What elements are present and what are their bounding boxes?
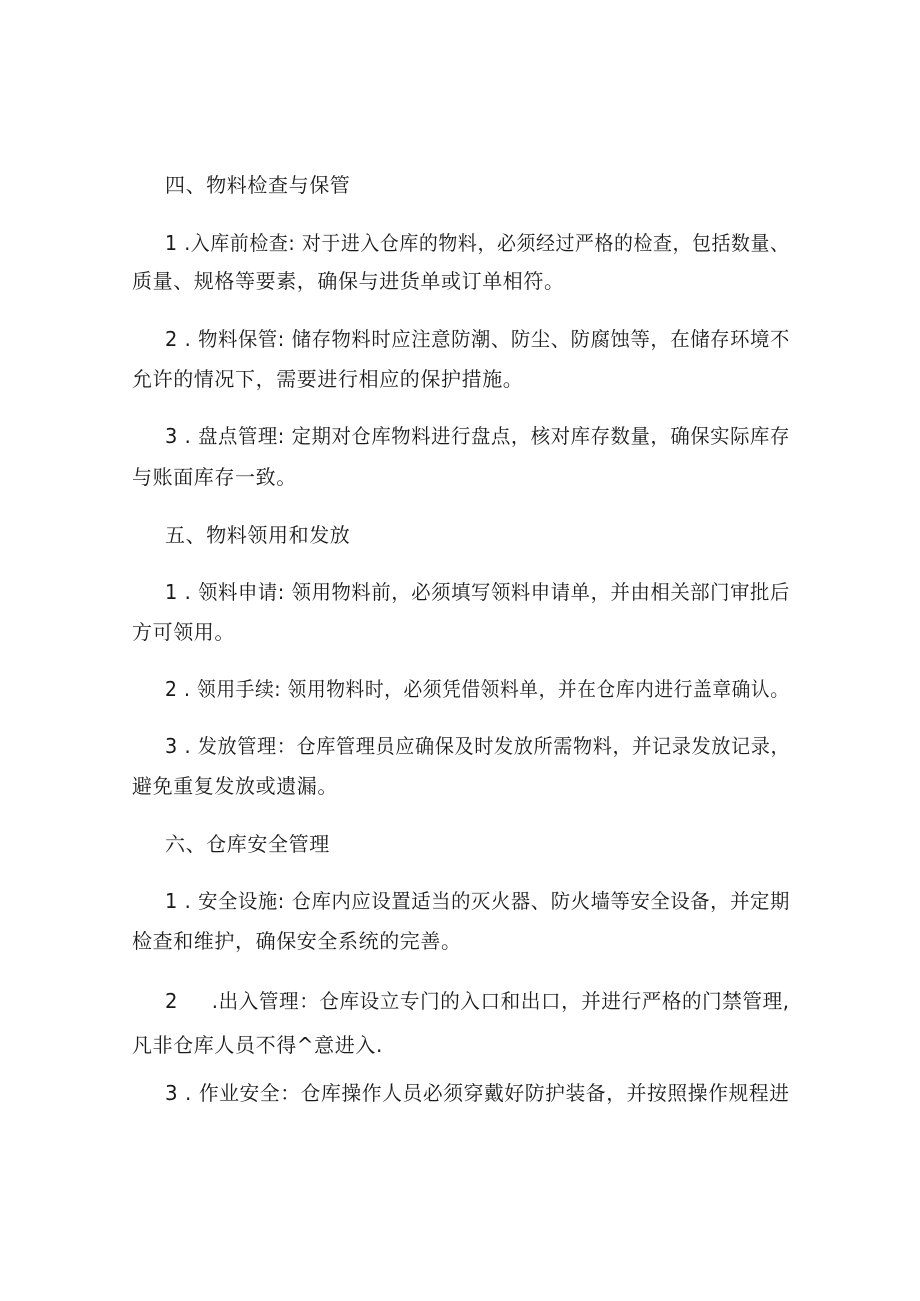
paragraph-line: 3 . 作业安全：仓库操作人员必须穿戴好防护装备，并按照操作规程进 <box>165 1081 790 1105</box>
paragraph-line: 质量、规格等要素，确保与进货单或订单相符。 <box>132 269 565 293</box>
section-heading: 六、仓库安全管理 <box>165 832 330 856</box>
paragraph-line: 凡非仓库人员不得^意进入. <box>132 1033 383 1057</box>
paragraph-line: 允许的情况下，需要进行相应的保护措施。 <box>132 367 524 391</box>
paragraph-line: 3 . 发放管理：仓库管理员应确保及时发放所需物料，并记录发放记录， <box>165 734 791 758</box>
paragraph-line: 1 . 领料申请: 领用物料前，必须填写领料申请单，并由相关部门审批后 <box>165 580 790 604</box>
paragraph-line: 方可领用。 <box>132 620 235 644</box>
paragraph-line: 2 . 领用手续: 领用物料时，必须凭借领料单，并在仓库内进行盖章确认。 <box>165 677 790 701</box>
paragraph-line: 2 .出入管理：仓库设立专门的入口和出口，并进行严格的门禁管理, <box>165 989 790 1013</box>
paragraph-line: 2 . 物料保管: 储存物料时应注意防潮、防尘、防腐蚀等，在储存环境不 <box>165 327 790 351</box>
paragraph-line: 避免重复发放或遗漏。 <box>132 774 338 798</box>
paragraph-line: 检查和维护，确保安全系统的完善。 <box>132 929 462 953</box>
paragraph-line: 与账面库存一致。 <box>132 465 297 489</box>
paragraph-line: 3 . 盘点管理: 定期对仓库物料进行盘点，核对库存数量，确保实际库存 <box>165 424 790 448</box>
section-heading: 四、物料检查与保管 <box>165 173 351 197</box>
paragraph-line: 1 .入库前检查: 对于进入仓库的物料，必须经过严格的检查，包括数量、 <box>165 231 790 255</box>
section-heading: 五、物料领用和发放 <box>165 523 351 547</box>
paragraph-line: 1 . 安全设施: 仓库内应设置适当的灭火器、防火墙等安全设备，并定期 <box>165 889 790 913</box>
